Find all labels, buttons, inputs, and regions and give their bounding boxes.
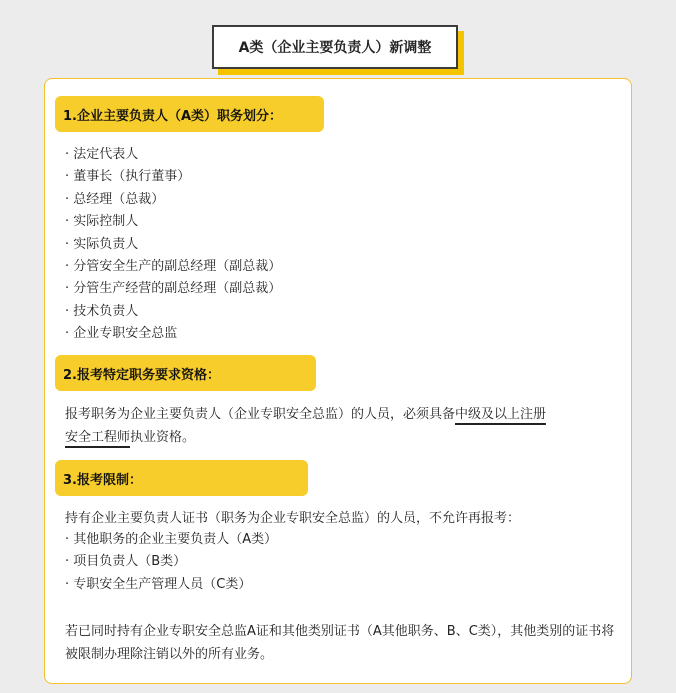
highlight-text: 安全工程师 xyxy=(65,430,130,448)
section-heading-duties: 1.企业主要负责人（A类）职务划分： xyxy=(55,96,324,132)
qualification-text-end: 执业资格。 xyxy=(130,430,196,445)
restriction-intro: 持有企业主要负责人证书（职务为企业专职安全总监）的人员，不允许再报考： xyxy=(65,511,521,526)
list-item: · 分管生产经营的副总经理（副总裁） xyxy=(65,278,281,300)
title-banner xyxy=(212,25,458,69)
qualification-text: 报考职务为企业主要负责人（企业专职安全总监）的人员，必须具备 xyxy=(65,407,456,422)
list-item: · 分管安全生产的副总经理（副总裁） xyxy=(65,256,281,278)
list-item: · 项目负责人（B类） xyxy=(65,551,277,573)
content-card xyxy=(44,78,632,684)
highlight-text: 中级及以上注册 xyxy=(455,407,546,425)
section-heading-restriction: 3.报考限制： xyxy=(55,460,308,496)
list-item: · 董事长（执行董事） xyxy=(65,166,281,188)
list-item: · 实际控制人 xyxy=(65,211,281,233)
list-item: · 技术负责人 xyxy=(65,301,281,323)
list-item: · 法定代表人 xyxy=(65,144,281,166)
duty-list xyxy=(65,144,281,346)
restriction-list xyxy=(65,529,277,596)
list-item: · 企业专职安全总监 xyxy=(65,323,281,345)
list-item: · 其他职务的企业主要负责人（A类） xyxy=(65,529,277,551)
list-item: · 实际负责人 xyxy=(65,234,281,256)
list-item: · 专职安全生产管理人员（C类） xyxy=(65,574,277,596)
qualification-paragraph xyxy=(65,403,615,449)
restriction-note: 若已同时持有企业专职安全总监A证和其他类别证书（A其他职务、B、C类），其他类别的证书将被限制办理除注销以外的所有业务。 xyxy=(65,624,615,662)
section-heading-qualification: 2.报考特定职务要求资格： xyxy=(55,355,316,391)
list-item: · 总经理（总裁） xyxy=(65,189,281,211)
page-title: A类（企业主要负责人）新调整 xyxy=(212,25,458,69)
